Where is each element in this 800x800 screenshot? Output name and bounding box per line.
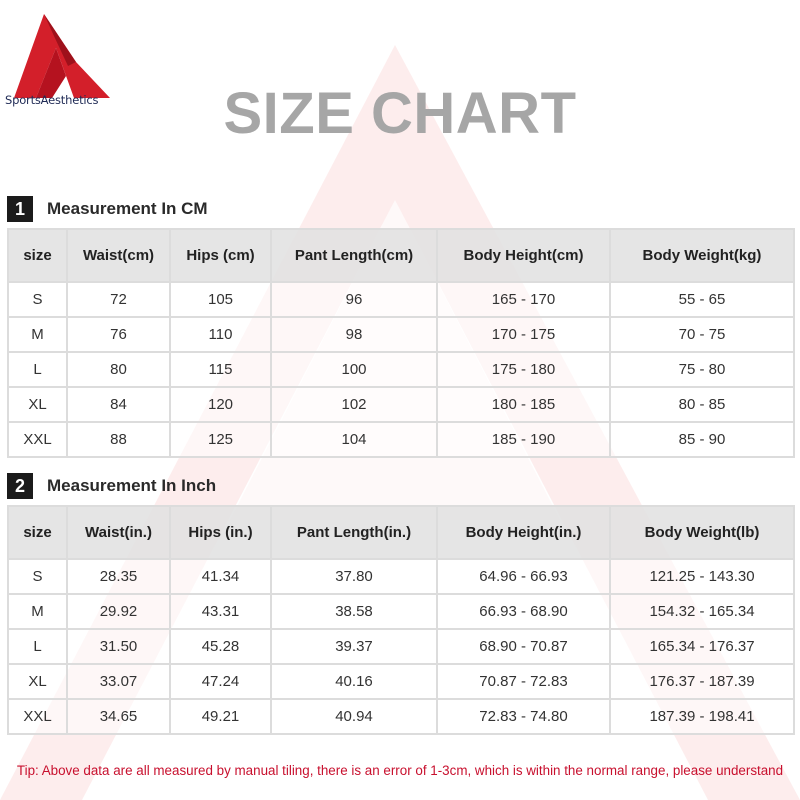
table-cell: 105 [170, 282, 271, 317]
table-cell: 154.32 - 165.34 [610, 594, 794, 629]
table-row [8, 699, 794, 734]
table-cell: 55 - 65 [610, 282, 794, 317]
section-cm-heading [7, 196, 208, 222]
size-cell: S [8, 282, 67, 317]
table-cell: 72 [67, 282, 170, 317]
size-table-cm [7, 228, 795, 458]
table-row [8, 629, 794, 664]
column-header: Hips (cm) [170, 229, 271, 282]
size-cell: M [8, 317, 67, 352]
section-number-badge: 2 [7, 473, 33, 499]
table-row [8, 282, 794, 317]
table-row [8, 664, 794, 699]
table-cell: 34.65 [67, 699, 170, 734]
table-cell: 110 [170, 317, 271, 352]
size-cell: XXL [8, 422, 67, 457]
table-cell: 66.93 - 68.90 [437, 594, 610, 629]
table-cell: 180 - 185 [437, 387, 610, 422]
table-cell: 70 - 75 [610, 317, 794, 352]
table-cell: 75 - 80 [610, 352, 794, 387]
table-cell: 187.39 - 198.41 [610, 699, 794, 734]
table-cell: 104 [271, 422, 437, 457]
column-header: Pant Length(in.) [271, 506, 437, 559]
column-header: Body Weight(lb) [610, 506, 794, 559]
table-cell: 70.87 - 72.83 [437, 664, 610, 699]
table-cell: 121.25 - 143.30 [610, 559, 794, 594]
table-cell: 98 [271, 317, 437, 352]
table-cell: 100 [271, 352, 437, 387]
table-cell: 41.34 [170, 559, 271, 594]
table-row [8, 559, 794, 594]
section-number-badge: 1 [7, 196, 33, 222]
table-cell: 88 [67, 422, 170, 457]
size-cell: M [8, 594, 67, 629]
section-title: Measurement In Inch [47, 476, 217, 495]
table-cell: 37.80 [271, 559, 437, 594]
column-header: Body Height(cm) [437, 229, 610, 282]
size-cell: S [8, 559, 67, 594]
table-row [8, 352, 794, 387]
column-header: Waist(cm) [67, 229, 170, 282]
table-cell: 115 [170, 352, 271, 387]
table-cell: 96 [271, 282, 437, 317]
table-cell: 185 - 190 [437, 422, 610, 457]
table-cell: 76 [67, 317, 170, 352]
table-cell: 33.07 [67, 664, 170, 699]
table-cell: 49.21 [170, 699, 271, 734]
table-cell: 29.92 [67, 594, 170, 629]
table-cell: 80 - 85 [610, 387, 794, 422]
table-cell: 84 [67, 387, 170, 422]
table-cell: 175 - 180 [437, 352, 610, 387]
header-row [8, 229, 794, 282]
brand-name: SportsAesthetics [5, 93, 99, 107]
table-row [8, 422, 794, 457]
table-cell: 28.35 [67, 559, 170, 594]
column-header: Pant Length(cm) [271, 229, 437, 282]
table-cell: 170 - 175 [437, 317, 610, 352]
size-cell: XXL [8, 699, 67, 734]
column-header: Hips (in.) [170, 506, 271, 559]
column-header: size [8, 506, 67, 559]
size-cell: XL [8, 664, 67, 699]
section-inch-heading [7, 473, 216, 499]
section-title: Measurement In CM [47, 199, 208, 218]
table-cell: 72.83 - 74.80 [437, 699, 610, 734]
tip-note: Tip: Above data are all measured by manual tiling, there is an error of 1-3cm, which is within the normal range, please understand [16, 763, 784, 778]
table-cell: 45.28 [170, 629, 271, 664]
column-header: Waist(in.) [67, 506, 170, 559]
size-table-inch [7, 505, 795, 735]
table-cell: 165.34 - 176.37 [610, 629, 794, 664]
table-cell: 68.90 - 70.87 [437, 629, 610, 664]
column-header: Body Height(in.) [437, 506, 610, 559]
table-cell: 40.94 [271, 699, 437, 734]
table-row [8, 387, 794, 422]
table-row [8, 594, 794, 629]
table-cell: 31.50 [67, 629, 170, 664]
table-row [8, 317, 794, 352]
size-cell: L [8, 629, 67, 664]
table-cell: 39.37 [271, 629, 437, 664]
table-cell: 176.37 - 187.39 [610, 664, 794, 699]
size-cell: L [8, 352, 67, 387]
table-cell: 40.16 [271, 664, 437, 699]
table-cell: 64.96 - 66.93 [437, 559, 610, 594]
table-cell: 102 [271, 387, 437, 422]
column-header: Body Weight(kg) [610, 229, 794, 282]
table-cell: 125 [170, 422, 271, 457]
table-cell: 43.31 [170, 594, 271, 629]
table-cell: 165 - 170 [437, 282, 610, 317]
header-row [8, 506, 794, 559]
page-title: SIZE CHART [223, 81, 577, 146]
table-cell: 47.24 [170, 664, 271, 699]
column-header: size [8, 229, 67, 282]
size-cell: XL [8, 387, 67, 422]
table-cell: 38.58 [271, 594, 437, 629]
table-cell: 85 - 90 [610, 422, 794, 457]
table-cell: 80 [67, 352, 170, 387]
table-cell: 120 [170, 387, 271, 422]
